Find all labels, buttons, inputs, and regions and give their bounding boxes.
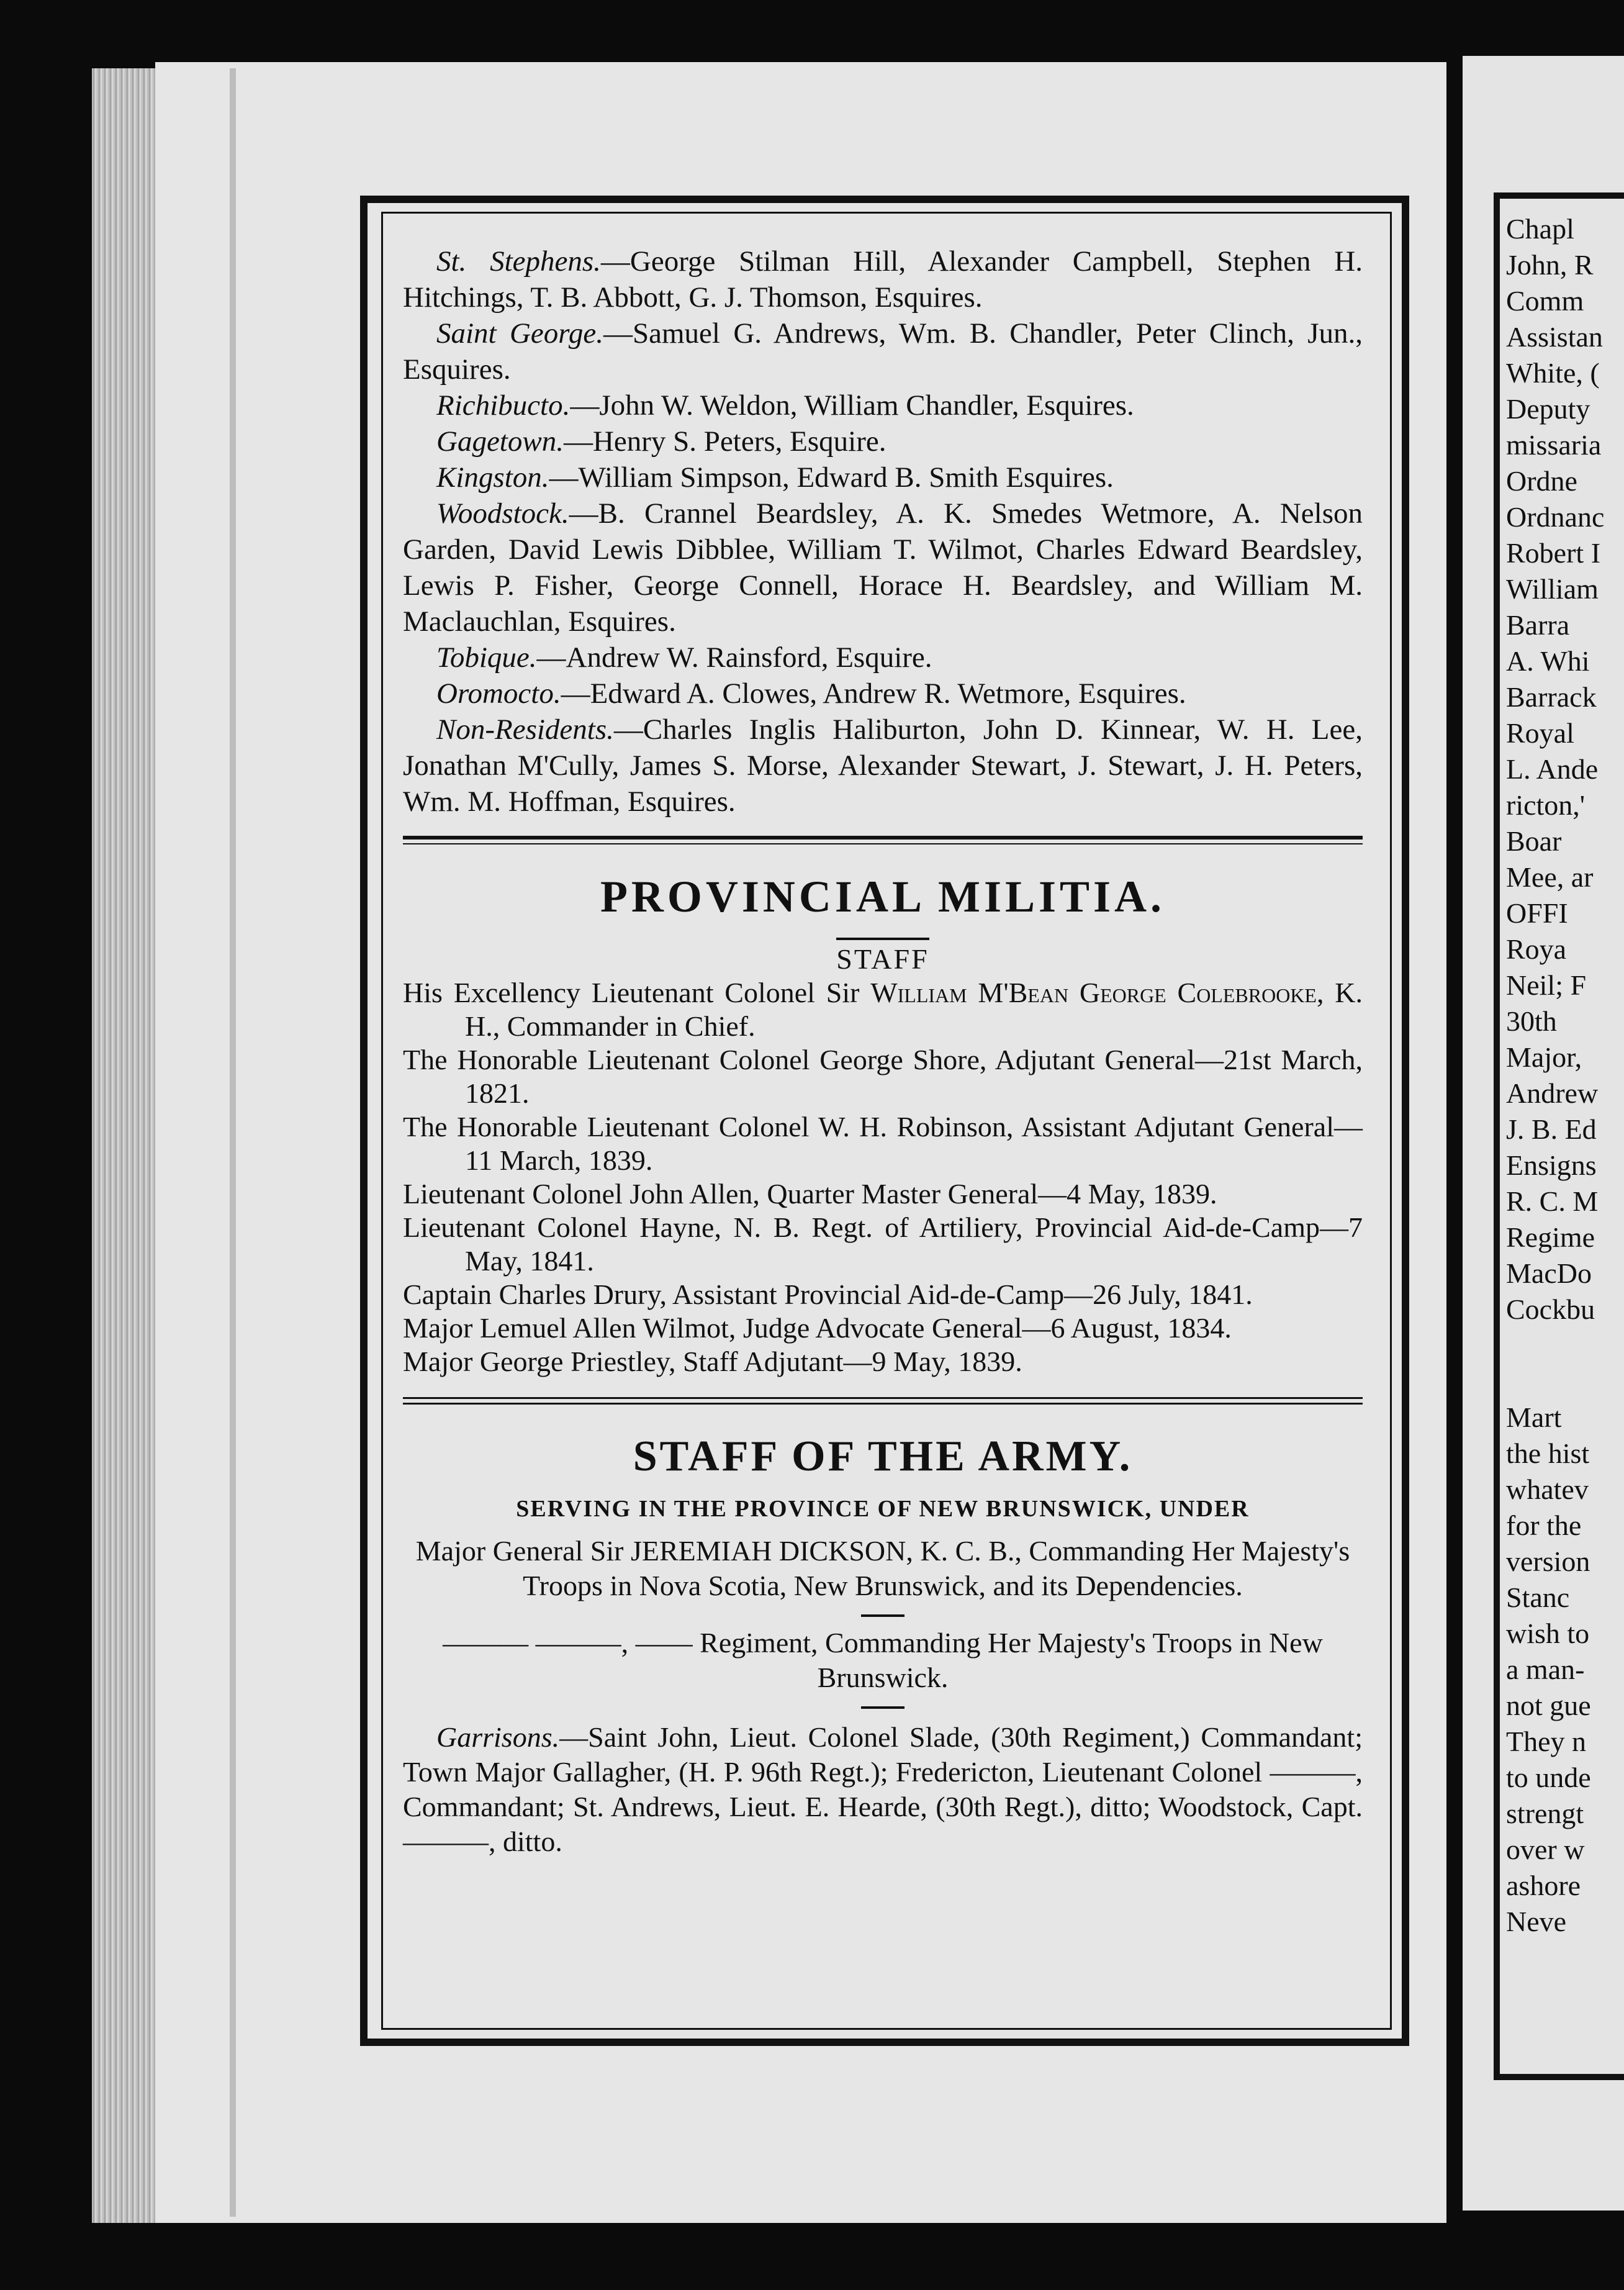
right-page-line: for the (1506, 1509, 1582, 1541)
magistrate-entry (403, 712, 1363, 820)
right-page-line: They n (1506, 1726, 1587, 1757)
heading-rule (836, 938, 929, 940)
right-page-line: White, ( (1506, 357, 1600, 389)
staff-entry (403, 1311, 1363, 1345)
right-page-line: version (1506, 1546, 1590, 1577)
garrisons-label: Garrisons. (436, 1721, 560, 1753)
right-page-line: Royal (1506, 717, 1574, 749)
right-page-line: Barrack (1506, 681, 1597, 713)
right-page-line: R. C. M (1506, 1185, 1599, 1217)
magistrate-names: —Samuel G. Andrews, Wm. B. Chandler, Peter Clinch, Jun., Esquires. (403, 317, 1363, 386)
right-page-line: not gue (1506, 1690, 1591, 1721)
staff-entry (403, 1110, 1363, 1177)
magistrate-entry (403, 243, 1363, 315)
magistrate-entry (403, 315, 1363, 387)
place-name: Gagetown. (436, 425, 564, 458)
staff-entry (403, 1345, 1363, 1378)
staff-entry-text: His Excellency Lieutenant Colonel Sir (403, 977, 871, 1008)
magistrate-names: —John W. Weldon, William Chandler, Esquires. (570, 389, 1134, 422)
magistrate-names: —William Simpson, Edward B. Smith Esquires. (549, 461, 1114, 494)
staff-entry (403, 1177, 1363, 1211)
staff-entry (403, 1043, 1363, 1110)
right-page-line: whatev (1506, 1473, 1589, 1505)
staff-entry (403, 1278, 1363, 1311)
place-name: St. Stephens. (436, 245, 601, 278)
frame-inner (381, 212, 1392, 2030)
militia-heading: PROVINCIAL MILITIA. (600, 872, 1166, 921)
right-page-line: Neve (1506, 1906, 1567, 1937)
staff-entry-text: The Honorable Lieutenant Colonel W. H. Robinson, Assistant Adjutant General—11 March, 1839. (403, 1111, 1363, 1176)
staff-entry-text: Major Lemuel Allen Wilmot, Judge Advocate General—6 August, 1834. (403, 1312, 1232, 1344)
magistrates-list (403, 243, 1363, 820)
right-page-line: Major, (1506, 1041, 1582, 1073)
place-name: Kingston. (436, 461, 549, 494)
bordered-frame (360, 196, 1409, 2046)
staff-entry-text: Lieutenant Colonel Hayne, N. B. Regt. of Artiliery, Provincial Aid-de-Camp—7 May, 1841. (403, 1211, 1363, 1277)
place-name: Non-Residents. (436, 713, 614, 746)
right-page-line: Comm (1506, 285, 1584, 317)
right-page-line: Cockbu (1506, 1293, 1595, 1325)
right-page (1463, 56, 1624, 2211)
section-divider (403, 1397, 1363, 1405)
right-page-line: ashore (1506, 1870, 1581, 1901)
right-page-line: Andrew (1506, 1077, 1599, 1109)
garrisons-text: —Saint John, Lieut. Colonel Slade, (30th Regiment,) Commandant; Town Major Gallagher, (H. P. 96th Regt.); Fredericton, Lieutenant Colonel ———, Commandant; St. Andrews, Lieut. E. Hearde, (30th Regt.), ditto; Woodstock, Capt. ———, ditto. (403, 1721, 1363, 1857)
right-page-line: strengt (1506, 1798, 1584, 1829)
garrisons-paragraph (403, 1720, 1363, 1859)
right-page-line: Mee, ar (1506, 861, 1594, 893)
right-page-line: Neil; F (1506, 969, 1587, 1001)
militia-staff-list (403, 976, 1363, 1378)
regiment-text: ——— ———, —— Regiment, Commanding Her Majesty's Troops in New Brunswick. (443, 1627, 1323, 1693)
gutter (230, 68, 236, 2217)
magistrate-names: —Henry S. Peters, Esquire. (563, 425, 886, 458)
right-page-line (1506, 1328, 1624, 1364)
magistrate-names: —Edward A. Clowes, Andrew R. Wetmore, Esquires. (561, 677, 1186, 710)
right-page-line: Ensigns (1506, 1149, 1597, 1181)
magistrate-entry (403, 496, 1363, 640)
right-page-line: Chapl (1506, 213, 1574, 245)
right-page-line: Ordnanc (1506, 501, 1605, 533)
army-heading: STAFF OF THE ARMY. (633, 1432, 1133, 1480)
right-page-line: a man- (1506, 1654, 1585, 1685)
right-page-line: L. Ande (1506, 753, 1599, 785)
right-page-line: the hist (1506, 1437, 1590, 1469)
staff-entry-text: Major George Priestley, Staff Adjutant—9 May, 1839. (403, 1346, 1022, 1377)
staff-entry-text: Captain Charles Drury, Assistant Provincial Aid-de-Camp—26 July, 1841. (403, 1279, 1253, 1310)
right-page-line: over w (1506, 1834, 1585, 1865)
magistrate-names: —B. Crannel Beardsley, A. K. Smedes Wetmore, A. Nelson Garden, David Lewis Dibblee, William T. Wilmot, Charles Edward Beardsley, Lewis P. Fisher, George Connell, Horace H. Beardsley, and William M. Maclauchlan, Esquires. (403, 497, 1363, 638)
right-page-line: John, R (1506, 249, 1594, 281)
right-page-line: Assistan (1506, 321, 1603, 353)
right-page-line: MacDo (1506, 1257, 1592, 1289)
staff-entry-text: , K. H., Commander in Chief. (465, 977, 1363, 1042)
right-page-line: Roya (1506, 933, 1567, 965)
magistrate-entry (403, 640, 1363, 676)
staff-entry-name: William M'Bean George Colebrooke (870, 977, 1317, 1008)
right-page-line: Deputy (1506, 393, 1590, 425)
place-name: Woodstock. (436, 497, 569, 530)
magistrate-entry (403, 676, 1363, 712)
right-page-line: wish to (1506, 1618, 1590, 1649)
magistrate-entry (403, 459, 1363, 496)
staff-entry-text: The Honorable Lieutenant Colonel George Shore, Adjutant General—21st March, 1821. (403, 1044, 1363, 1109)
magistrate-names: —Andrew W. Rainsford, Esquire. (536, 641, 932, 674)
short-divider (861, 1706, 904, 1709)
staff-entry-text: Lieutenant Colonel John Allen, Quarter Master General—4 May, 1839. (403, 1178, 1217, 1210)
right-page-line: Stanc (1506, 1582, 1570, 1613)
right-page-line: Regime (1506, 1221, 1595, 1253)
serving-line: SERVING IN THE PROVINCE OF NEW BRUNSWICK, UNDER (516, 1496, 1250, 1522)
right-page-line: missaria (1506, 429, 1602, 461)
staff-label: STAFF (836, 943, 929, 975)
right-page-line: William (1506, 573, 1599, 605)
right-page-line (1506, 1364, 1624, 1400)
staff-entry (403, 976, 1363, 1043)
short-divider (861, 1614, 904, 1617)
magistrate-names: —George Stilman Hill, Alexander Campbell, Stephen H. Hitchings, T. B. Abbott, G. J. Thomson, Esquires. (403, 245, 1363, 314)
right-page-line: A. Whi (1506, 645, 1590, 677)
right-page-line: to unde (1506, 1762, 1591, 1793)
right-page-line: 30th (1506, 1005, 1557, 1037)
place-name: Oromocto. (436, 677, 561, 710)
place-name: Richibucto. (436, 389, 571, 422)
right-page-line: OFFI (1506, 897, 1568, 929)
section-divider (403, 836, 1363, 844)
right-page-line: Robert I (1506, 537, 1601, 569)
right-page-line: Mart (1506, 1401, 1562, 1433)
right-page-line: ricton,' (1506, 789, 1586, 821)
right-page-line: J. B. Ed (1506, 1113, 1597, 1145)
right-page-text (1506, 211, 1624, 1940)
staff-entry (403, 1211, 1363, 1278)
right-page-line: Boar (1506, 825, 1562, 857)
place-name: Tobique. (436, 641, 537, 674)
right-page-line: Barra (1506, 609, 1570, 641)
magistrate-entry (403, 423, 1363, 459)
place-name: Saint George. (436, 317, 603, 350)
right-page-line: Ordne (1506, 465, 1577, 497)
commander-text: Major General Sir JEREMIAH DICKSON, K. C. B., Commanding Her Majesty's Troops in Nova Scotia, New Brunswick, and its Dependencies. (415, 1535, 1350, 1601)
magistrate-names: —Charles Inglis Haliburton, John D. Kinnear, W. H. Lee, Jonathan M'Cully, James S. Morse, Alexander Stewart, J. Stewart, J. H. Peters, Wm. M. Hoffman, Esquires. (403, 713, 1363, 818)
magistrate-entry (403, 387, 1363, 423)
